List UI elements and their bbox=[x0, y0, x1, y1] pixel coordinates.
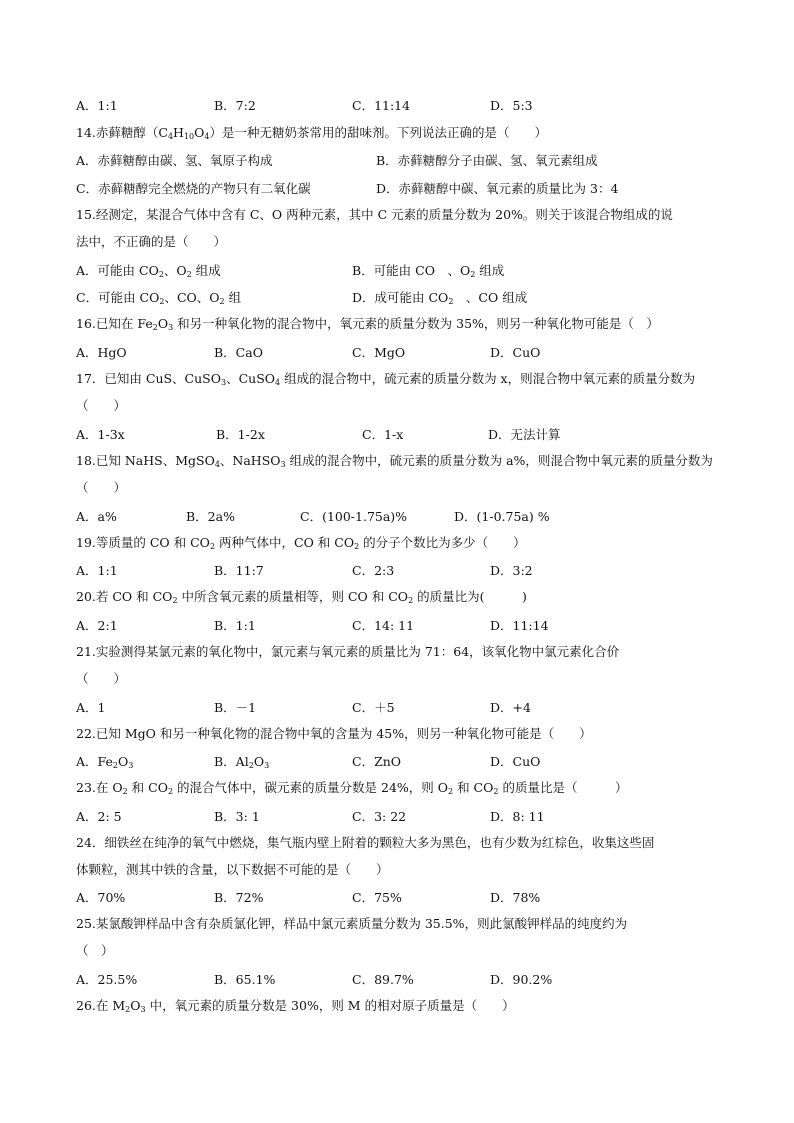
answer-option: A．2: 5 bbox=[76, 809, 122, 824]
answer-option: D．成可能由 $CO_2$ 、CO 组成 bbox=[352, 290, 528, 306]
answer-option: C．2:3 bbox=[352, 563, 395, 578]
answer-option: D．+4 bbox=[490, 700, 531, 715]
answer-option: C．(100-1.75a)% bbox=[300, 509, 408, 524]
answer-option: D．CuO bbox=[490, 754, 541, 769]
question-text: 15.经测定，某混合气体中含有 C、O 两种元素，其中 C 元素的质量分数为 20%。则关于该混合物组成的说 bbox=[76, 207, 673, 222]
answer-option: A．$Fe_2O_3$ bbox=[76, 754, 134, 770]
answer-option: B．可能由 CO 、$O_2$ 组成 bbox=[352, 263, 505, 279]
answer-option: B．1:1 bbox=[214, 618, 256, 633]
answer-option: D．90.2% bbox=[490, 972, 553, 987]
answer-option: C．1-x bbox=[362, 427, 404, 442]
answer-option: A．HgO bbox=[76, 345, 127, 360]
question-text: （ ） bbox=[76, 398, 127, 413]
question-text: 26.在 $M_2O_3$ 中，氧元素的质量分数是 30%，则 M 的相对原子质量是（ ） bbox=[76, 998, 515, 1014]
answer-option: C．14: 11 bbox=[352, 618, 415, 633]
question-text: 25.某氯酸钾样品中含有杂质氯化钾，样品中氯元素质量分数为 35.5%，则此氯酸钾样品的纯度约为 bbox=[76, 916, 628, 931]
answer-option: D．(1-0.75a) % bbox=[454, 509, 550, 524]
answer-option: C．ZnO bbox=[352, 754, 402, 769]
answer-option: A．1 bbox=[76, 700, 106, 715]
answer-option: B．72% bbox=[214, 890, 264, 905]
question-text: 18.已知 NaHS、MgSO$_4$、NaHSO$_3$ 组成的混合物中，硫元素的质量分数为 a%，则混合物中氧元素的质量分数为 bbox=[76, 453, 713, 469]
question-text: （ ） bbox=[76, 480, 127, 495]
answer-option: B．$Al_2O_3$ bbox=[214, 754, 270, 770]
question-text: 17．已知由 CuS、CuSO$_3$、CuSO$_4$ 组成的混合物中，硫元素的质量分数为 x，则混合物中氧元素的质量分数为 bbox=[76, 371, 696, 387]
answer-option: C．3: 22 bbox=[352, 809, 407, 824]
answer-option: A．1:1 bbox=[76, 98, 118, 113]
answer-option: B．1-2x bbox=[216, 427, 265, 442]
answer-option: B．赤藓糖醇分子由碳、氢、氧元素组成 bbox=[376, 153, 598, 168]
question-text: 24．细铁丝在纯净的氧气中燃烧，集气瓶内壁上附着的颗粒大多为黑色，也有少数为红棕色，收集这些固 bbox=[76, 835, 655, 850]
question-text: 16.已知在 $Fe_2O_3$ 和另一种氧化物的混合物中，氧元素的质量分数为 35%，则另一种氧化物可能是（ ） bbox=[76, 316, 659, 332]
answer-option: A．25.5% bbox=[76, 972, 138, 987]
answer-option: A．70% bbox=[76, 890, 126, 905]
answer-option: C．75% bbox=[352, 890, 402, 905]
question-text: 20.若 CO 和 $CO_2$ 中所含氧元素的质量相等，则 CO 和 $CO_2$ 的质量比为( ) bbox=[76, 589, 527, 605]
answer-option: B．65.1% bbox=[214, 972, 276, 987]
answer-option: C．MgO bbox=[352, 345, 406, 360]
answer-option: B．CaO bbox=[214, 345, 263, 360]
answer-option: B．2a% bbox=[186, 509, 235, 524]
question-text: 14.赤藓糖醇$(C_4H_{10}O_4)$是一种无糖奶茶常用的甜味剂。下列说法正确的是（ ） bbox=[76, 125, 547, 141]
answer-option: D．78% bbox=[490, 890, 541, 905]
question-text: 19.等质量的 CO 和 $CO_2$ 两种气体中，CO 和 $CO_2$ 的分子个数比为多少（ ） bbox=[76, 535, 526, 551]
question-text: 21.实验测得某氯元素的氧化物中，氯元素与氧元素的质量比为 71：64，该氧化物中氯元素化合价 bbox=[76, 644, 620, 659]
question-text: （ ） bbox=[76, 943, 114, 958]
answer-option: A．a% bbox=[76, 509, 117, 524]
answer-option: D．赤藓糖醇中碳、氧元素的质量比为 3：4 bbox=[376, 181, 619, 196]
question-text: 法中，不正确的是（ ） bbox=[76, 234, 227, 249]
answer-option: D．无法计算 bbox=[488, 427, 561, 442]
answer-option: C．赤藓糖醇完全燃烧的产物只有二氧化碳 bbox=[76, 181, 311, 196]
answer-option: B．7:2 bbox=[214, 98, 256, 113]
answer-option: C．11:14 bbox=[352, 98, 411, 113]
answer-option: B．3: 1 bbox=[214, 809, 260, 824]
question-text: 23.在 $O_2$ 和 $CO_2$ 的混合气体中，碳元素的质量分数是 24%，则 $O_2$ 和 $CO_2$ 的质量比是（ ） bbox=[76, 780, 628, 796]
answer-option: D．11:14 bbox=[490, 618, 549, 633]
answer-option: D．5:3 bbox=[490, 98, 533, 113]
answer-option: C．可能由 $CO_2$、CO、$O_2$ 组 bbox=[76, 290, 242, 306]
answer-option: B．11:7 bbox=[214, 563, 264, 578]
answer-option: A．可能由 $CO_2$、$O_2$ 组成 bbox=[76, 263, 221, 279]
answer-option: A．2:1 bbox=[76, 618, 118, 633]
answer-option: D．3:2 bbox=[490, 563, 533, 578]
answer-option: C．＋5 bbox=[352, 700, 395, 715]
answer-option: A．1-3x bbox=[76, 427, 125, 442]
answer-option: D．CuO bbox=[490, 345, 541, 360]
answer-option: A．赤藓糖醇由碳、氢、氧原子构成 bbox=[76, 153, 273, 168]
answer-option: C．89.7% bbox=[352, 972, 414, 987]
answer-option: A．1:1 bbox=[76, 563, 118, 578]
question-text: 体颗粒，测其中铁的含量，以下数据不可能的是（ ） bbox=[76, 862, 389, 877]
answer-option: D．8: 11 bbox=[490, 809, 545, 824]
question-text: （ ） bbox=[76, 671, 127, 686]
answer-option: B．－1 bbox=[214, 700, 257, 715]
question-text: 22.已知 MgO 和另一种氧化物的混合物中氧的含量为 45%，则另一种氧化物可能是（ ） bbox=[76, 726, 592, 741]
